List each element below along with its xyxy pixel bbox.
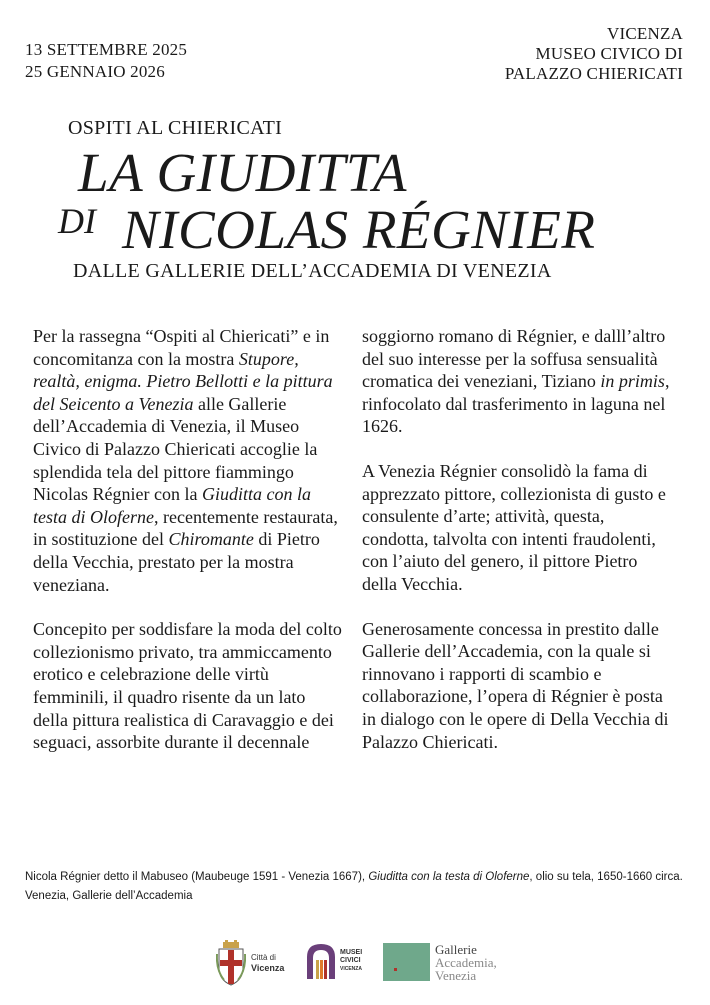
italic-text-run: Chiromante (168, 529, 254, 550)
musei-arch-icon (306, 943, 336, 979)
body-paragraph-5 (362, 618, 672, 754)
dates-block (25, 39, 187, 83)
gallerie-logo-line3: Venezia (435, 968, 477, 983)
body-column-left (33, 325, 343, 776)
text-run: alle Gallerie dell’Accademia di Venezia, il Museo Civico di Palazzo Chiericati accoglie la splendida tela del pittore fiammingo Nicolas Régnier con la (33, 393, 318, 505)
italic-text-run: in primis (600, 371, 665, 392)
vicenza-logo-line1: Città di (251, 952, 276, 962)
venue-museum: MUSEO CIVICO DI (535, 44, 683, 63)
text-run: Generosamente concessa in prestito dalle Gallerie dell’Accademia, con la quale si rinnovano i rapporti di scambio e collaborazione, l’opera di Régnier è posta in dialogo con le opere di Della Vecchia di Palazzo Chiericati. (362, 618, 669, 752)
gallerie-square-icon (383, 943, 430, 981)
italic-text-run: Giuditta con la testa di Oloferne (368, 871, 530, 883)
body-paragraph-2 (33, 618, 343, 754)
subtitle: DALLE GALLERIE DELL’ACCADEMIA DI VENEZIA (73, 260, 552, 282)
gallerie-logo-line2: Accademia, (435, 955, 497, 970)
text-run: Nicola Régnier detto il Mabuseo (Maubeuge 1591 - Venezia 1667), (25, 871, 369, 883)
venue-city: VICENZA (607, 24, 683, 43)
musei-logo-line2: CIVICI (340, 957, 361, 964)
logo-gallerie-accademia[interactable] (383, 943, 497, 982)
date-start: 13 SETTEMBRE 2025 (25, 40, 188, 59)
logo-citta-di-vicenza[interactable] (216, 940, 284, 986)
text-run: , olio su tela, 1650-1660 circa. Venezia, Gallerie dell’Accademia (25, 871, 683, 902)
title-line2: NICOLAS RÉGNIER (122, 199, 596, 260)
venue-palace: PALAZZO CHIERICATI (504, 64, 683, 83)
kicker: OSPITI AL CHIERICATI (68, 117, 283, 139)
body-paragraph-3 (362, 325, 672, 438)
italic-text-run: Giuditta con la testa di Oloferne (33, 484, 311, 527)
text-run: Concepito per soddisfare la moda del colto collezionismo privato, tra ammiccamento erotico e celebrazione delle virtù femminili, il quadro risente da un lato della pittura realistica di Caravaggio e dei seguaci, assorbite durante il decennale (33, 619, 342, 753)
body-paragraph-4 (362, 460, 672, 596)
vicenza-crest-icon (216, 940, 246, 986)
text-run: , recentemente restaurata, in sostituzione del (33, 506, 338, 550)
italic-text-run: Stupore, realtà, enigma. Pietro Bellotti e la pittura del Seicento a Venezia (33, 348, 333, 414)
logos-row (0, 935, 710, 995)
venue-block (505, 24, 683, 84)
musei-logo-line3: VICENZA (340, 966, 362, 972)
vicenza-logo-line2: Vicenza (251, 962, 285, 973)
text-run: Per la rassegna “Ospiti al Chiericati” e in concomitanza con la mostra (33, 326, 330, 369)
logo-musei-civici-vicenza[interactable] (306, 943, 362, 979)
musei-logo-line1: MUSEI (340, 949, 363, 956)
text-run: , rinfocolato dal trasferimento in laguna nel 1626. (362, 371, 670, 437)
title-di: DI (58, 201, 96, 241)
text-run: di Pietro della Vecchia, prestato per la mostra veneziana. (33, 529, 320, 595)
body-column-right (362, 325, 672, 775)
gallerie-logo-line1: Gallerie (435, 942, 477, 957)
text-run: A Venezia Régnier consolidò la fama di apprezzato pittore, collezionista di gusto e consulente d’arte; attività, questa, condotta, talvolta con intenti fraudolenti, con l’aiuto del genero, il pittore Pietro della Vecchia. (362, 460, 666, 594)
body-paragraph-1 (33, 325, 343, 596)
artwork-caption (25, 868, 685, 906)
date-end: 25 GENNAIO 2026 (25, 62, 165, 81)
text-run: soggiorno romano di Régnier, e dalll’altro del suo interesse per la soffusa sensualità cromatica dei veneziani, Tiziano (362, 326, 666, 392)
title-line1: LA GIUDITTA (78, 142, 407, 203)
